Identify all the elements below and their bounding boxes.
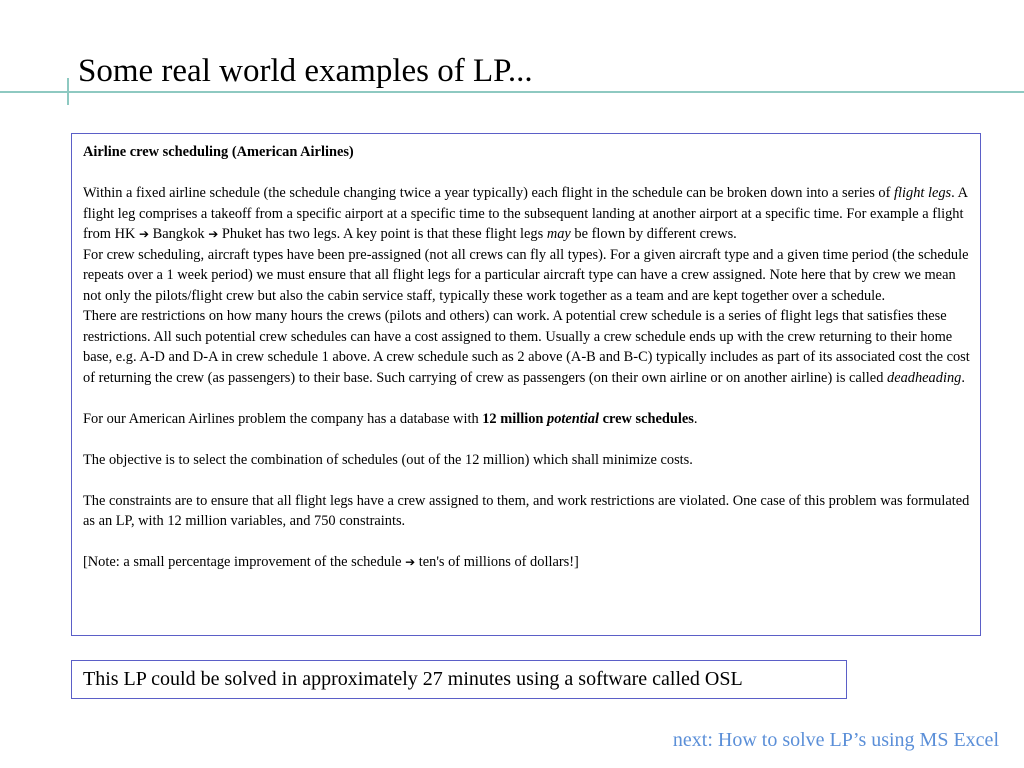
solve-time-note: This LP could be solved in approximately 27 minutes using a software called OSL <box>71 660 847 699</box>
arrow-icon: ➔ <box>138 227 150 241</box>
content-box <box>71 133 981 636</box>
title-underline <box>0 91 1024 93</box>
slide-title: Some real world examples of LP... <box>78 53 533 89</box>
title-tick <box>67 78 69 105</box>
section-heading: Airline crew scheduling (American Airlines) <box>83 144 354 160</box>
arrow-icon: ➔ <box>405 555 416 569</box>
paragraph-restrictions: There are restrictions on how many hours the crews (pilots and others) can work. A potential crew schedule is a series of flight legs that satisfies these restrictions. All such potential crew schedules can have a cost assigned to them. Usually a crew schedule ends up with the crew returning to their home base, e.g. A-D and D-A in crew schedule 1 above. A crew schedule such as 2 above (A-B and B-C) typically includes as part of its associated cost the cost of returning the crew (as passengers) to their base. Such carrying of crew as passengers (on their own airline or on another airline) is called deadheading. <box>83 308 970 386</box>
arrow-icon: ➔ <box>208 227 219 241</box>
paragraph-objective: The objective is to select the combination of schedules (out of the 12 million) which shall minimize costs. <box>83 451 693 468</box>
paragraph-database: For our American Airlines problem the company has a database with 12 million potential crew schedules. <box>83 410 698 427</box>
paragraph-constraints: The constraints are to ensure that all flight legs have a crew assigned to them, and work restrictions are violated. One case of this problem was formulated as an LP, with 12 million variables, and 750 constraints. <box>83 492 970 529</box>
paragraph-crew-scheduling: For crew scheduling, aircraft types have been pre-assigned (not all crews can fly all types). For a given aircraft type and a given time period (the schedule repeats over a 1 week period) we must ensure that all flight legs for a particular aircraft type can have a crew assigned. Note here that by crew we mean not only the pilots/flight crew but also the cabin service staff, typically these work together as a team and are kept together over a schedule. <box>83 246 969 304</box>
paragraph-note: [Note: a small percentage improvement of the schedule ➔ ten's of millions of dollars!] <box>83 554 579 570</box>
next-link[interactable]: next: How to solve LP’s using MS Excel <box>672 729 999 751</box>
paragraph-flight-legs: Within a fixed airline schedule (the schedule changing twice a year typically) each flight in the schedule can be broken down into a series of flight legs. A flight leg comprises a takeoff from a specific airport at a specific time to the subsequent landing at another airport at a specific time. For example a flight from HK ➔ Bangkok ➔ Phuket has two legs. A key point is that these flight legs may be flown by different crews. <box>83 185 968 242</box>
